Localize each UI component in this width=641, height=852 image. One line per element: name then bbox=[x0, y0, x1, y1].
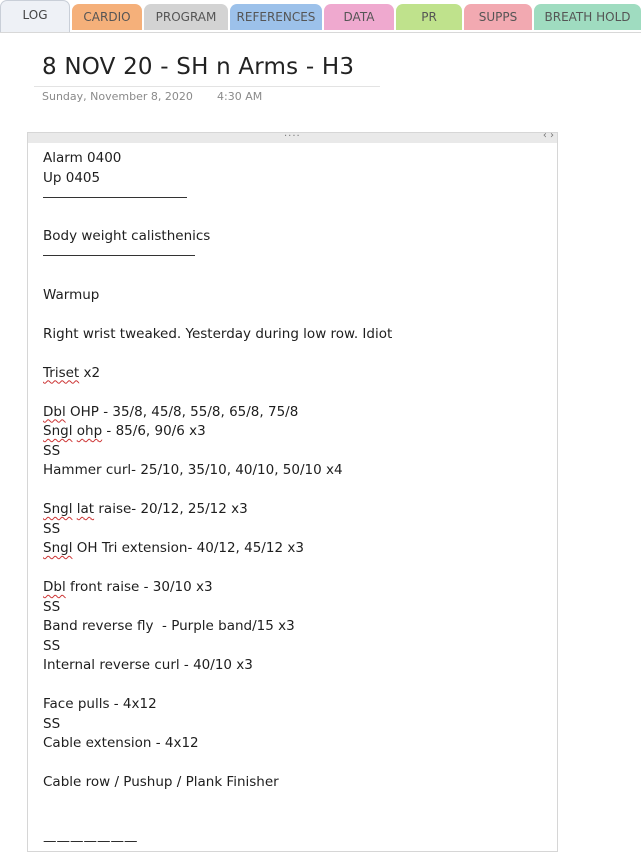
note-line: SS bbox=[43, 715, 61, 732]
spellcheck-flag: Triset bbox=[43, 364, 80, 381]
note-line: Triset x2 bbox=[43, 364, 101, 381]
note-line: Warmup bbox=[43, 286, 100, 303]
section-tab-bar bbox=[0, 0, 641, 33]
tab-breath-hold[interactable]: BREATH HOLD bbox=[534, 4, 641, 30]
note-line bbox=[43, 266, 543, 286]
tab-log[interactable]: LOG bbox=[0, 0, 70, 32]
tab-data[interactable]: DATA bbox=[324, 4, 394, 30]
spellcheck-flag: ohp bbox=[76, 423, 103, 439]
page-title[interactable]: 8 NOV 20 - SH n Arms - H3 bbox=[42, 54, 355, 80]
tab-pr[interactable]: PR bbox=[396, 4, 462, 30]
drag-grip-icon[interactable]: ···· bbox=[284, 131, 301, 142]
spellcheck-flag: lat bbox=[76, 501, 95, 517]
note-line: SS bbox=[43, 442, 61, 459]
page-date: Sunday, November 8, 2020 bbox=[42, 90, 193, 103]
note-line bbox=[43, 676, 543, 696]
note-line: Band reverse fly - Purple band/15 x3 bbox=[43, 618, 295, 634]
divider-line bbox=[43, 255, 195, 256]
divider-line bbox=[43, 197, 187, 198]
note-line: Cable extension - 4x12 bbox=[43, 735, 199, 751]
note-line: Hammer curl- 25/10, 35/10, 40/10, 50/10 x4 bbox=[43, 462, 343, 478]
note-line bbox=[43, 559, 543, 579]
tab-supps[interactable]: SUPPS bbox=[464, 4, 532, 30]
spellcheck-flag: Dbl bbox=[43, 579, 66, 595]
note-line bbox=[43, 812, 543, 832]
note-line: Face pulls - 4x12 bbox=[43, 696, 157, 712]
note-line: Dbl OHP - 35/8, 45/8, 55/8, 65/8, 75/8 bbox=[43, 403, 299, 420]
note-drag-bar[interactable] bbox=[28, 130, 557, 143]
note-line bbox=[43, 793, 543, 813]
note-line bbox=[43, 188, 543, 208]
note-line: Sngl OH Tri extension- 40/12, 45/12 x3 bbox=[43, 540, 304, 556]
note-line: Sngl ohp - 85/6, 90/6 x3 bbox=[43, 423, 206, 439]
spellcheck-flag: Sngl bbox=[43, 423, 73, 439]
note-line bbox=[43, 481, 543, 501]
note-line: Up 0405 bbox=[43, 169, 101, 186]
note-body[interactable] bbox=[43, 149, 543, 851]
note-container[interactable] bbox=[27, 132, 558, 852]
page-time: 4:30 AM bbox=[217, 90, 263, 103]
tab-cardio[interactable]: CARDIO bbox=[72, 4, 142, 30]
tab-references[interactable]: REFERENCES bbox=[230, 4, 322, 30]
note-line bbox=[43, 305, 543, 325]
note-line bbox=[43, 344, 543, 364]
note-line bbox=[43, 208, 543, 228]
note-line bbox=[43, 383, 543, 403]
title-divider bbox=[34, 86, 380, 87]
note-line: Dbl front raise - 30/10 x3 bbox=[43, 579, 213, 595]
note-line: Cable row / Pushup / Plank Finisher bbox=[43, 774, 279, 790]
note-line: Internal reverse curl - 40/10 x3 bbox=[43, 657, 253, 673]
note-line: Body weight calisthenics bbox=[43, 228, 211, 244]
spellcheck-flag: Dbl bbox=[43, 403, 66, 420]
note-line: Right wrist tweaked. Yesterday during low row. Idiot bbox=[43, 325, 393, 342]
spellcheck-flag: Sngl bbox=[43, 540, 73, 556]
spellcheck-flag: Sngl bbox=[43, 501, 73, 517]
note-line: SS bbox=[43, 520, 61, 537]
note-line: ——————— bbox=[43, 832, 138, 849]
note-line bbox=[43, 247, 543, 267]
note-line bbox=[43, 754, 543, 774]
note-line: SS bbox=[43, 637, 61, 654]
note-line: Alarm 0400 bbox=[43, 150, 122, 166]
tab-program[interactable]: PROGRAM bbox=[144, 4, 228, 30]
note-line: Sngl lat raise- 20/12, 25/12 x3 bbox=[43, 501, 248, 517]
resize-handle-icon[interactable]: ‹ › bbox=[542, 130, 554, 141]
note-line: SS bbox=[43, 598, 61, 615]
